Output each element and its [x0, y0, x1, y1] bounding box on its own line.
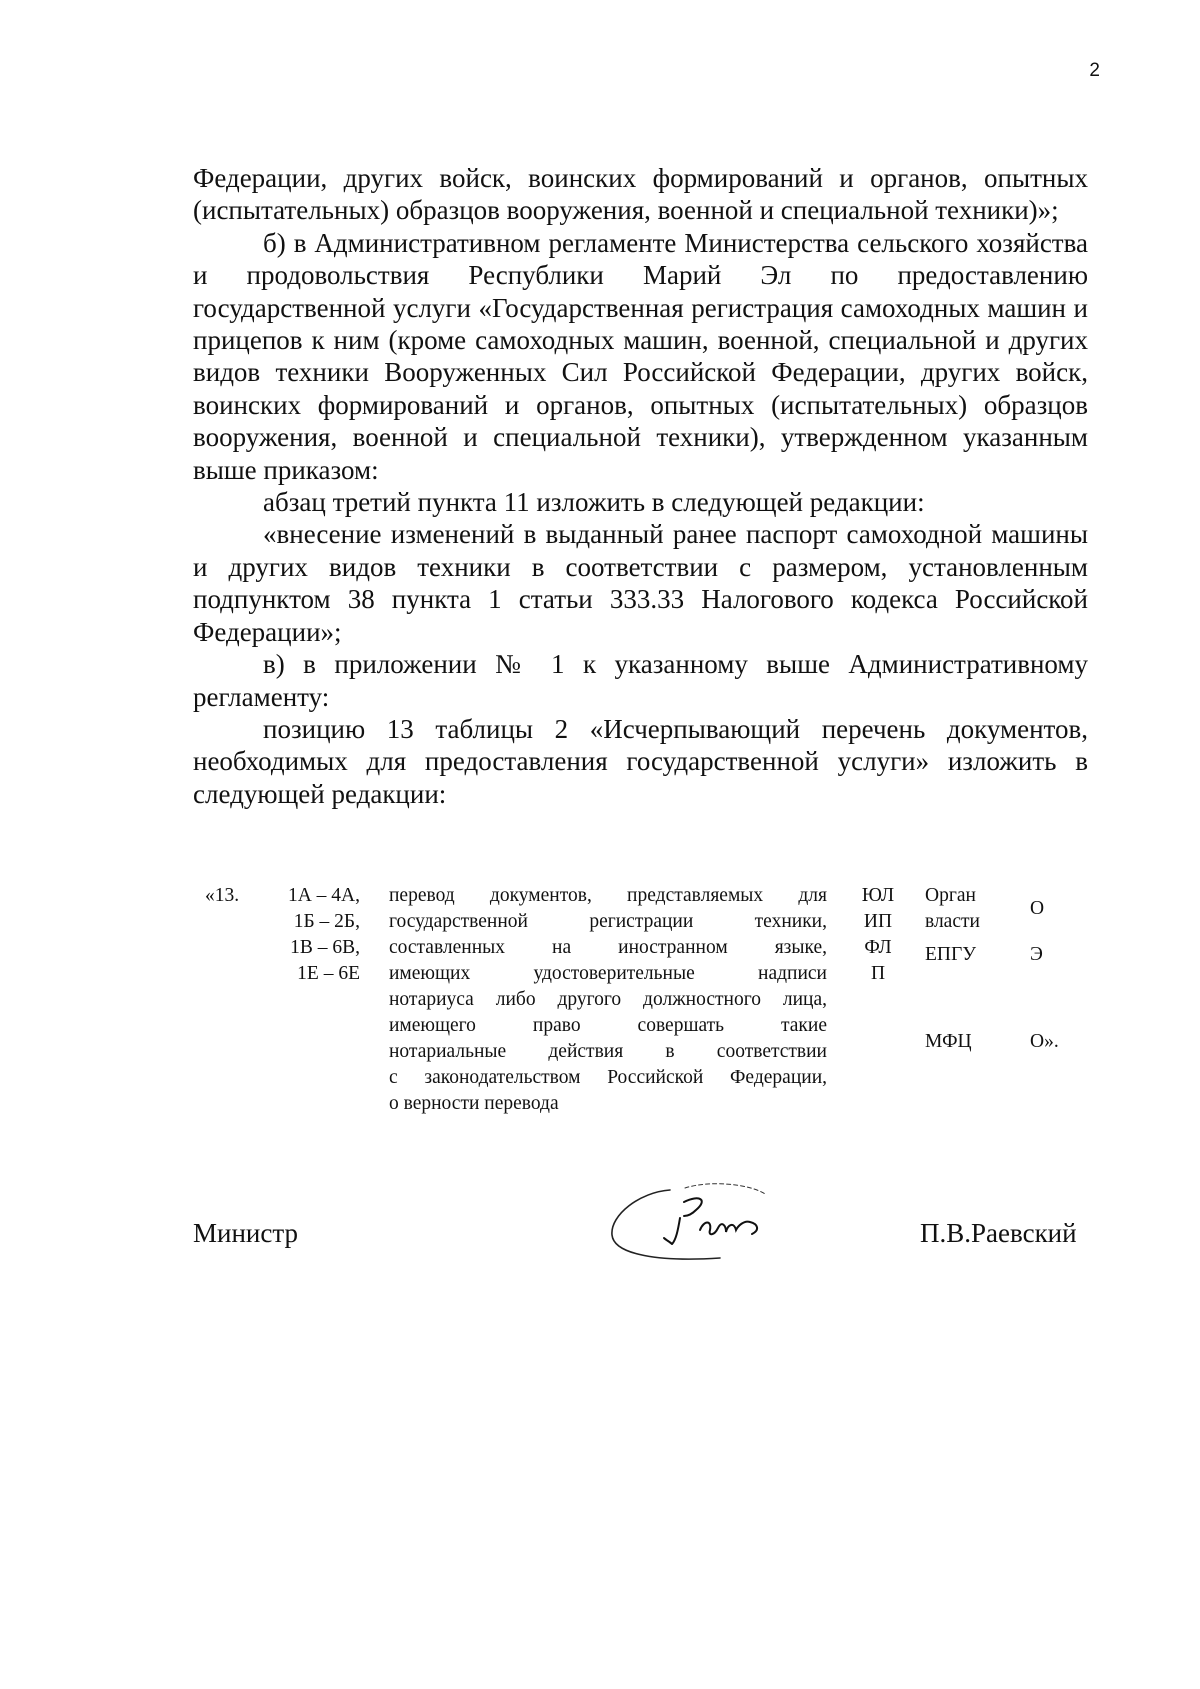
description-line: составленных на иностранном языке,: [389, 937, 827, 958]
place-epgu: ЕПГУ: [925, 944, 977, 965]
applicant-code: ЮЛ: [861, 885, 895, 906]
code-line: 1А – 4А,: [287, 885, 360, 906]
description-line: о верности перевода: [389, 1093, 559, 1114]
description-line: имеющих удостоверительные надписи: [389, 963, 827, 984]
description-line: перевод документов, представляемых для: [389, 885, 827, 906]
table-row-applicants: [853, 883, 903, 987]
paragraph-continuation: Федерации, других войск, воинских формирований и органов, опытных (испытательных) образцов вооружения, военной и специальной техники)»;: [193, 163, 1088, 226]
handwritten-signature: [600, 1170, 780, 1270]
description-line: нотариуса либо другого должностного лица,: [389, 989, 827, 1010]
paragraph-item-b: б) в Административном регламенте Министерства сельского хозяйства и продовольствия Республики Марий Эл по предоставлению государственной услуги «Государственная регистрация самоходных машин и прицепов к ним (кроме самоходных машин, военной, специальной и других видов техники Вооруженных Сил Российской Федерации, других войск, воинских формирований и органов, опытных (испытательных) образцов вооружения, военной и специальной техники), утвержденном указанным выше приказом:: [193, 227, 1088, 485]
signer-name: П.В.Раевский: [920, 1218, 1077, 1248]
table-row-codes: [268, 883, 360, 987]
code-line: 1Б – 2Б,: [293, 911, 360, 932]
table-row-description: [389, 883, 827, 1117]
paragraph-abzac: абзац третий пункта 11 изложить в следующей редакции:: [263, 487, 925, 518]
code-line: 1Е – 6Е: [297, 963, 360, 984]
description-line: нотариальные действия в соответствии: [389, 1041, 827, 1062]
applicant-code: ФЛ: [864, 937, 892, 958]
document-body: [193, 162, 1088, 810]
description-line: с законодательством Российской Федерации,: [389, 1067, 827, 1088]
form-mfc: О».: [1030, 1031, 1059, 1052]
description-line: государственной регистрации техники,: [389, 911, 827, 932]
code-line: 1В – 6В,: [290, 937, 360, 958]
description-line: имеющего право совершать такие: [389, 1015, 827, 1036]
applicant-code: ИП: [863, 911, 893, 932]
form-epgu: Э: [1030, 944, 1043, 965]
paragraph-item-v: в) в приложении № 1 к указанному выше Административному регламенту:: [193, 649, 1088, 712]
page-number: 2: [1089, 60, 1100, 81]
place-mfc: МФЦ: [925, 1031, 972, 1052]
place-organ-line: Орган: [925, 885, 976, 906]
place-organ-line: власти: [925, 911, 980, 932]
minister-label: Министр: [193, 1218, 298, 1248]
paragraph-quote: «внесение изменений в выданный ранее паспорт самоходной машины и других видов техники в соответствии с размером, установленным подпунктом 38 пункта 1 статьи 333.33 Налогового кодекса Российской Федерации»;: [193, 519, 1088, 647]
table-row-number: «13.: [205, 885, 240, 906]
paragraph-position-13: позицию 13 таблицы 2 «Исчерпывающий перечень документов, необходимых для предоставления государственной услуги» изложить в следующей редакции:: [193, 713, 1088, 809]
applicant-code: П: [870, 963, 886, 984]
form-organ: О: [1030, 898, 1045, 919]
